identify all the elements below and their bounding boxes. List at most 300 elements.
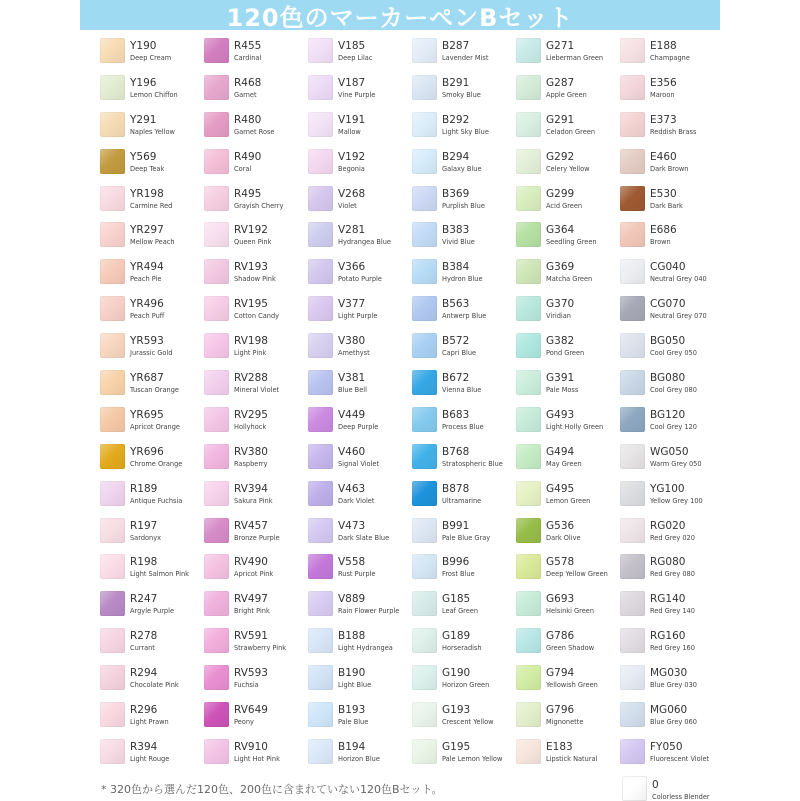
color-name: Pale Moss [546, 386, 579, 395]
color-name: Dark Slate Blue [338, 533, 390, 542]
color-swatch [308, 481, 333, 506]
color-name: Strawberry Pink [234, 644, 287, 653]
color-item [202, 221, 306, 258]
color-code: G693 [546, 593, 575, 606]
color-code: G495 [546, 482, 575, 495]
color-name: Mallow [338, 127, 361, 136]
color-code: 0 [652, 779, 659, 791]
color-name: Cool Grey 050 [650, 349, 697, 358]
color-code: G794 [546, 667, 575, 680]
color-code: B991 [442, 519, 470, 532]
color-item [98, 627, 202, 664]
color-swatch [620, 591, 645, 616]
color-swatch [308, 259, 333, 284]
color-name: Smoky Blue [442, 90, 481, 99]
color-item [514, 74, 618, 111]
color-item [410, 148, 514, 185]
color-swatch [204, 702, 229, 727]
color-item [306, 701, 410, 738]
color-name: Colorless Blender [652, 793, 710, 801]
color-name: Green Shadow [546, 644, 595, 653]
color-item [202, 369, 306, 406]
color-code: R394 [130, 740, 158, 753]
color-swatch [620, 739, 645, 764]
color-name: Vivid Blue [442, 238, 475, 247]
color-name: Garnet [234, 90, 257, 99]
color-swatch [100, 112, 125, 137]
color-swatch [100, 518, 125, 543]
color-item [514, 738, 618, 775]
color-code: R294 [130, 667, 158, 680]
color-item [618, 517, 722, 554]
color-name: Cotton Candy [234, 312, 280, 321]
color-name: Horizon Blue [338, 754, 380, 763]
color-item [306, 590, 410, 627]
color-swatch [620, 38, 645, 63]
color-swatch [308, 333, 333, 358]
color-swatch [620, 518, 645, 543]
color-item [410, 111, 514, 148]
color-swatch [516, 628, 541, 653]
color-swatch [204, 186, 229, 211]
color-item [306, 221, 410, 258]
color-item [202, 332, 306, 369]
color-code: G185 [442, 593, 471, 606]
color-swatch [620, 481, 645, 506]
color-item [514, 111, 618, 148]
color-code: B287 [442, 40, 470, 52]
color-code: V449 [338, 408, 366, 421]
color-swatch [412, 333, 437, 358]
color-code: G287 [546, 76, 575, 89]
color-item [98, 701, 202, 738]
color-swatch [412, 407, 437, 432]
color-swatch [412, 481, 437, 506]
color-item [618, 295, 722, 332]
color-item [618, 148, 722, 185]
color-code: V460 [338, 445, 366, 458]
color-code: G271 [546, 40, 575, 52]
color-item [410, 627, 514, 664]
color-item [98, 185, 202, 222]
color-swatch [412, 186, 437, 211]
color-swatch [308, 112, 333, 137]
color-item [306, 332, 410, 369]
color-code: G193 [442, 704, 471, 717]
color-name: Light Rouge [130, 754, 170, 763]
color-swatch [204, 591, 229, 616]
color-code: E188 [650, 40, 677, 52]
color-name: Cardinal [234, 54, 262, 62]
color-swatch [412, 591, 437, 616]
color-swatch [516, 591, 541, 616]
color-code: R480 [234, 113, 262, 126]
color-item [410, 590, 514, 627]
color-item [98, 664, 202, 701]
color-code: Y196 [130, 76, 157, 89]
color-item [306, 185, 410, 222]
color-code: BG080 [650, 372, 686, 385]
color-swatch [100, 333, 125, 358]
color-code: RG020 [650, 519, 686, 532]
color-item [306, 738, 410, 775]
color-item [618, 74, 722, 111]
color-name: May Green [546, 459, 582, 468]
color-code: G493 [546, 408, 575, 421]
color-name: Pond Green [546, 349, 585, 358]
color-name: Mignonette [546, 718, 584, 727]
color-swatch [412, 554, 437, 579]
color-name: Hydron Blue [442, 275, 483, 284]
color-name: Red Grey 140 [650, 607, 695, 616]
color-name: Yellow Grey 100 [650, 496, 703, 505]
color-item [98, 332, 202, 369]
color-code: V377 [338, 298, 366, 311]
color-swatch [100, 739, 125, 764]
color-code: R495 [234, 187, 262, 200]
color-swatch [412, 702, 437, 727]
color-code: G190 [442, 667, 471, 680]
color-item [514, 553, 618, 590]
color-item [410, 369, 514, 406]
color-swatch [308, 628, 333, 653]
color-item [98, 443, 202, 480]
color-swatch [620, 259, 645, 284]
color-code: Y291 [130, 113, 157, 126]
color-name: Vienna Blue [442, 386, 482, 395]
color-code: YG100 [650, 482, 685, 495]
color-swatch [308, 296, 333, 321]
color-name: Argyle Purple [130, 607, 175, 616]
color-item [410, 74, 514, 111]
color-item [618, 590, 722, 627]
color-swatch [412, 739, 437, 764]
color-code: RV192 [234, 224, 268, 237]
color-grid [98, 37, 718, 775]
color-swatch [204, 222, 229, 247]
color-item [514, 258, 618, 295]
color-name: Peach Puff [130, 312, 165, 321]
color-code: B292 [442, 113, 470, 126]
color-name: Maroon [650, 90, 675, 99]
color-item [618, 738, 722, 775]
color-item [618, 185, 722, 222]
color-name: Peony [234, 718, 254, 727]
color-swatch [100, 38, 125, 63]
color-name: Dark Olive [546, 533, 581, 542]
color-swatch [100, 75, 125, 100]
color-swatch [100, 628, 125, 653]
color-code: G391 [546, 372, 575, 385]
color-swatch [516, 333, 541, 358]
color-code: RV380 [234, 445, 268, 458]
color-swatch [622, 776, 647, 801]
color-item [306, 517, 410, 554]
color-name: Signal Violet [338, 459, 380, 468]
color-item [202, 185, 306, 222]
color-name: Lemon Chiffon [130, 90, 178, 99]
color-name: Leaf Green [442, 607, 479, 616]
color-code: R490 [234, 150, 262, 163]
color-code: E183 [546, 740, 573, 753]
color-code: WG050 [650, 445, 689, 458]
color-swatch [100, 407, 125, 432]
color-code: B383 [442, 224, 470, 237]
color-name: Antique Fuchsia [130, 496, 183, 505]
color-item [618, 480, 722, 517]
color-swatch [412, 38, 437, 63]
color-code: RV490 [234, 556, 268, 569]
color-name: Light Blue [338, 681, 372, 690]
color-item [202, 553, 306, 590]
color-name: Seedling Green [546, 238, 597, 247]
color-code: G292 [546, 150, 575, 163]
color-name: Amethyst [338, 349, 370, 358]
color-swatch [204, 75, 229, 100]
color-name: Mellow Peach [130, 238, 175, 247]
color-item [98, 553, 202, 590]
color-name: Rust Purple [338, 570, 376, 579]
color-name: Deep Purple [338, 422, 379, 431]
color-swatch [100, 554, 125, 579]
color-name: Cool Grey 120 [650, 422, 697, 431]
color-swatch [620, 628, 645, 653]
color-item [514, 517, 618, 554]
color-swatch [620, 75, 645, 100]
color-swatch [516, 665, 541, 690]
color-name: Pale Lemon Yellow [442, 754, 503, 763]
color-name: Yellowish Green [546, 681, 598, 690]
color-item [410, 332, 514, 369]
color-name: Frost Blue [442, 570, 475, 579]
color-name: Bright Pink [234, 607, 270, 616]
color-item [98, 480, 202, 517]
color-code: V192 [338, 150, 366, 163]
color-code: YR494 [130, 261, 164, 274]
color-swatch [620, 407, 645, 432]
color-code: B188 [338, 630, 366, 643]
color-code: B878 [442, 482, 470, 495]
color-code: G299 [546, 187, 575, 200]
color-swatch [204, 481, 229, 506]
color-name: Horseradish [442, 644, 482, 653]
color-swatch [308, 554, 333, 579]
color-name: Potato Purple [338, 275, 382, 284]
color-item [202, 517, 306, 554]
color-code: B384 [442, 261, 470, 274]
color-swatch [516, 444, 541, 469]
color-item [618, 664, 722, 701]
color-code: B193 [338, 704, 366, 717]
color-name: Deep Teak [130, 164, 165, 173]
color-name: Light Hydrangea [338, 644, 393, 653]
color-name: Horizon Green [442, 681, 490, 690]
color-swatch [204, 407, 229, 432]
color-code: B194 [338, 740, 366, 753]
color-name: Raspberry [234, 459, 268, 468]
color-name: Mineral Violet [234, 386, 280, 395]
color-code: B768 [442, 445, 470, 458]
color-item [306, 627, 410, 664]
color-code: V473 [338, 519, 366, 532]
color-item [202, 37, 306, 74]
color-code: E356 [650, 76, 677, 89]
color-item [306, 295, 410, 332]
color-code: RG140 [650, 593, 686, 606]
color-item [618, 406, 722, 443]
color-code: E373 [650, 113, 677, 126]
color-code: V889 [338, 593, 366, 606]
color-item [98, 517, 202, 554]
color-item [410, 258, 514, 295]
color-item [306, 480, 410, 517]
color-code: B563 [442, 298, 470, 311]
color-code: G189 [442, 630, 471, 643]
color-name: Deep Cream [130, 54, 172, 62]
color-swatch [100, 259, 125, 284]
color-swatch [620, 702, 645, 727]
color-name: Brown [650, 238, 671, 247]
title-banner [80, 0, 720, 30]
color-swatch [308, 75, 333, 100]
color-swatch [204, 739, 229, 764]
color-code: Y190 [130, 40, 157, 52]
color-code: R197 [130, 519, 158, 532]
color-name: Neutral Grey 040 [650, 275, 707, 284]
color-swatch [308, 444, 333, 469]
color-name: Galaxy Blue [442, 164, 482, 173]
color-swatch [620, 222, 645, 247]
color-item [618, 258, 722, 295]
color-code: RG080 [650, 556, 686, 569]
color-name: Antwerp Blue [442, 312, 487, 321]
color-swatch [308, 702, 333, 727]
color-name: Hollyhock [234, 422, 267, 431]
color-swatch [412, 222, 437, 247]
color-item [618, 111, 722, 148]
color-swatch [516, 186, 541, 211]
color-code: E530 [650, 187, 677, 200]
color-swatch [204, 370, 229, 395]
color-swatch [516, 296, 541, 321]
color-name: Apricot Orange [130, 422, 180, 431]
color-item [306, 148, 410, 185]
color-code: R189 [130, 482, 158, 495]
color-item [306, 111, 410, 148]
color-swatch [204, 518, 229, 543]
color-item [98, 590, 202, 627]
color-item [514, 332, 618, 369]
color-code: B572 [442, 335, 470, 348]
color-item [410, 553, 514, 590]
color-name: Carmine Red [130, 201, 173, 210]
color-swatch [204, 333, 229, 358]
color-swatch [412, 518, 437, 543]
color-name: Dark Bark [650, 201, 683, 210]
color-name: Jurassic Gold [130, 349, 173, 358]
color-name: Blue Bell [338, 386, 367, 395]
color-name: Grayish Cherry [234, 201, 284, 210]
color-swatch [412, 296, 437, 321]
color-swatch [100, 186, 125, 211]
color-name: Red Grey 020 [650, 533, 695, 542]
color-name: Chocolate Pink [130, 681, 179, 690]
color-swatch [412, 628, 437, 653]
color-code: BG050 [650, 335, 686, 348]
color-item [306, 258, 410, 295]
color-item [98, 295, 202, 332]
color-swatch [412, 444, 437, 469]
color-swatch [412, 370, 437, 395]
color-code: YR198 [130, 187, 164, 200]
color-name: Warm Grey 050 [650, 459, 702, 468]
color-code: R198 [130, 556, 158, 569]
color-item [514, 664, 618, 701]
color-name: Coral [234, 164, 252, 173]
color-item [618, 221, 722, 258]
color-item-blender [620, 774, 724, 800]
color-item [514, 443, 618, 480]
color-swatch [100, 222, 125, 247]
color-code: RG160 [650, 630, 686, 643]
color-item [202, 74, 306, 111]
color-swatch [308, 591, 333, 616]
color-code: MG030 [650, 667, 688, 680]
color-code: G796 [546, 704, 575, 717]
color-swatch [516, 112, 541, 137]
color-name: Cool Grey 080 [650, 386, 697, 395]
color-item [98, 369, 202, 406]
color-code: RV195 [234, 298, 268, 311]
color-swatch [204, 554, 229, 579]
color-swatch [516, 481, 541, 506]
color-swatch [620, 370, 645, 395]
color-name: Red Grey 080 [650, 570, 695, 579]
color-item [202, 627, 306, 664]
color-code: G370 [546, 298, 575, 311]
color-code: B996 [442, 556, 470, 569]
color-swatch [100, 702, 125, 727]
color-name: Hydrangea Blue [338, 238, 391, 247]
color-swatch [204, 628, 229, 653]
color-name: Crescent Yellow [442, 718, 494, 727]
color-swatch [412, 149, 437, 174]
color-name: Apricot Pink [234, 570, 274, 579]
color-item [202, 480, 306, 517]
color-item [514, 406, 618, 443]
color-name: Light Hot Pink [234, 754, 280, 763]
color-item [514, 148, 618, 185]
color-code: CG040 [650, 261, 686, 274]
color-name: Light Prawn [130, 718, 169, 727]
color-code: R247 [130, 593, 158, 606]
color-name: Neutral Grey 070 [650, 312, 707, 321]
color-swatch [516, 518, 541, 543]
color-item [618, 443, 722, 480]
color-swatch [100, 370, 125, 395]
color-item [98, 221, 202, 258]
color-name: Light Sky Blue [442, 127, 489, 136]
color-code: G382 [546, 335, 575, 348]
color-item [202, 111, 306, 148]
color-name: Celery Yellow [546, 164, 590, 173]
color-name: Matcha Green [546, 275, 593, 284]
color-code: V281 [338, 224, 366, 237]
color-code: V268 [338, 187, 366, 200]
color-swatch [308, 38, 333, 63]
color-name: Stratospheric Blue [442, 459, 503, 468]
color-code: B294 [442, 150, 470, 163]
